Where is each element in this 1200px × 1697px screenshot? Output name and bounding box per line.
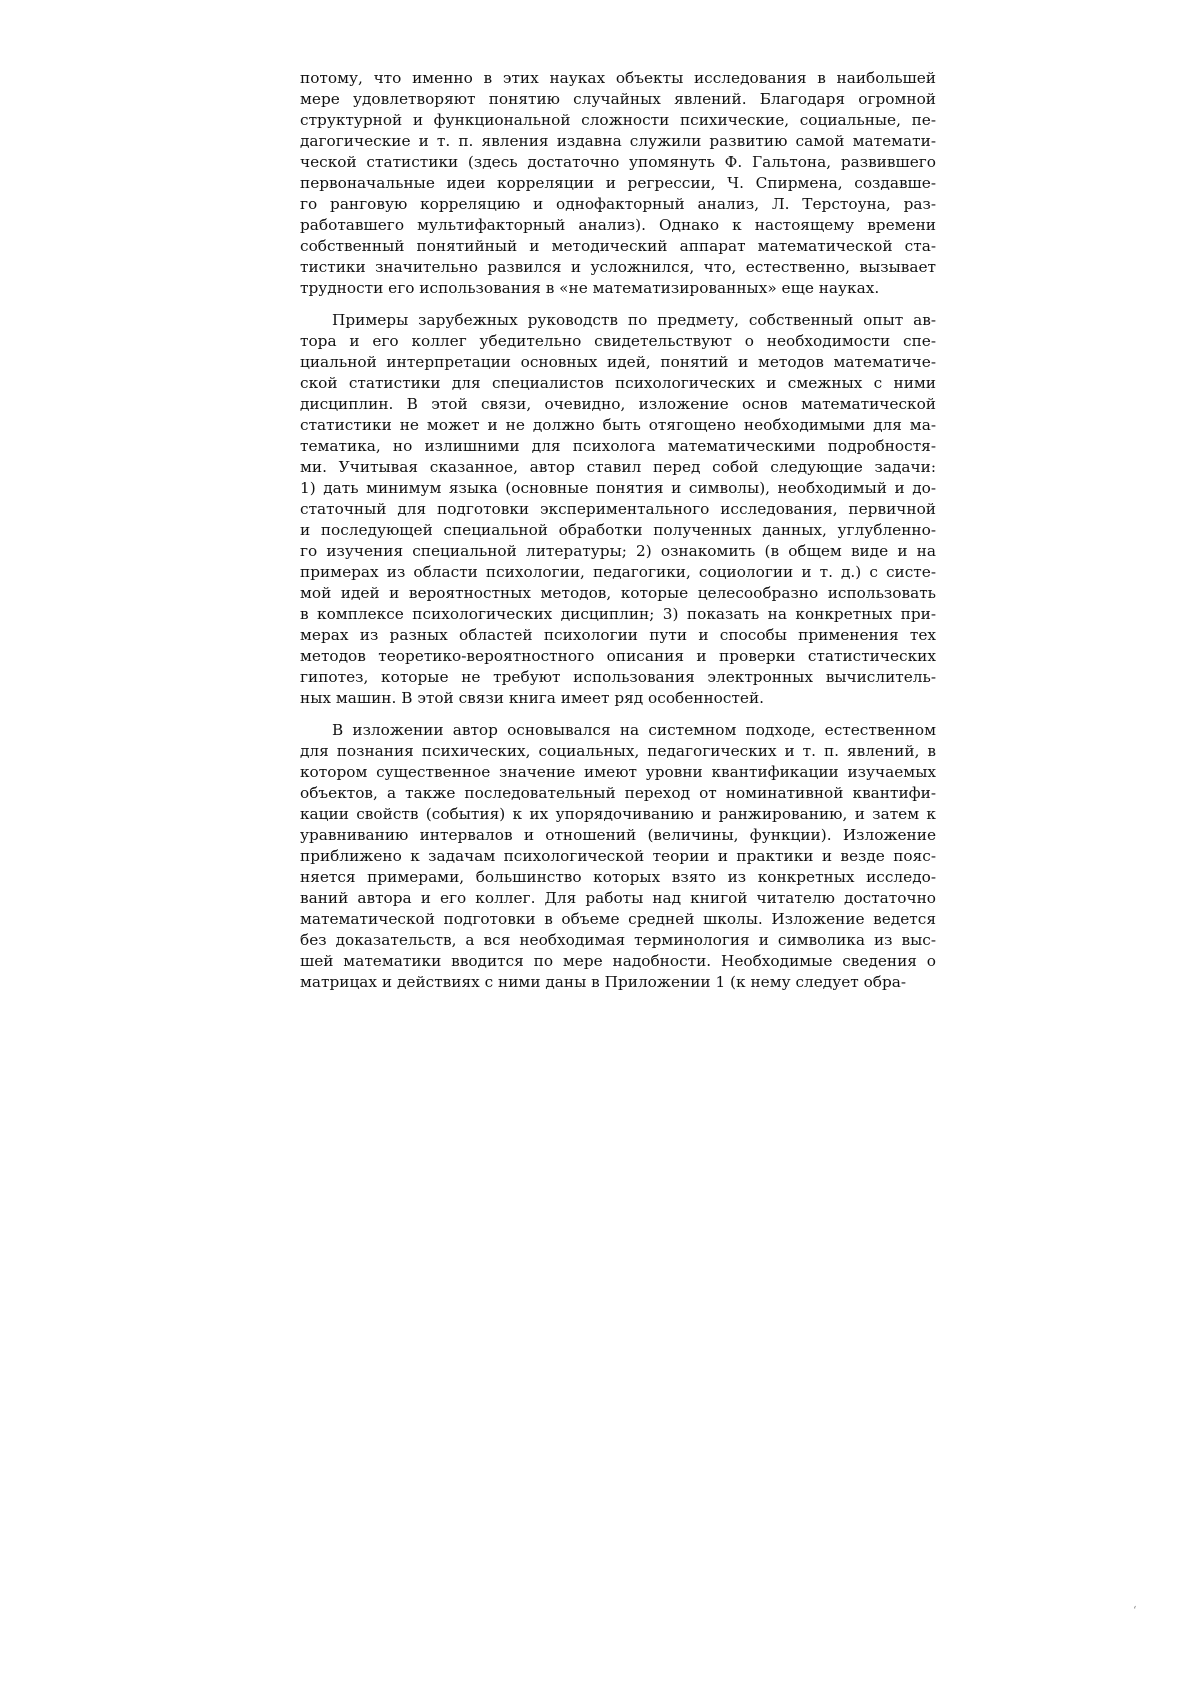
text-line: мере удовлетворяют понятию случайных явлений. Благодаря огромной (300, 90, 936, 108)
text-line: потому, что именно в этих науках объекты исследования в наибольшей (300, 69, 936, 87)
text-line: уравниванию интервалов и отношений (величины, функции). Изложение (300, 826, 936, 844)
text-line: тора и его коллег убедительно свидетельствуют о необходимости спе- (300, 332, 936, 350)
text-line: матрицах и действиях с ними даны в Приложении 1 (к нему следует обра- (300, 973, 907, 991)
paragraph (300, 310, 936, 709)
text-line: первоначальные идеи корреляции и регрессии, Ч. Спирмена, создавше- (300, 174, 936, 192)
text-line: циальной интерпретации основных идей, понятий и методов математиче- (300, 353, 936, 371)
text-line: трудности его использования в «не математизированных» еще науках. (300, 279, 880, 297)
text-line: ных машин. В этой связи книга имеет ряд особенностей. (300, 689, 765, 707)
text-line: 1) дать минимум языка (основные понятия и символы), необходимый и до- (300, 479, 936, 497)
text-line: шей математики вводится по мере надобности. Необходимые сведения о (300, 952, 936, 970)
text-line: и последующей специальной обработки полученных данных, углубленно- (300, 521, 936, 539)
text-line: объектов, а также последовательный переход от номинативной квантифи- (300, 784, 936, 802)
text-line: тематика, но излишними для психолога математическими подробностя- (300, 437, 936, 455)
text-line: котором существенное значение имеют уровни квантификации изучаемых (300, 763, 936, 781)
text-line: статочный для подготовки экспериментального исследования, первичной (300, 500, 936, 518)
text-line: собственный понятийный и методический аппарат математической ста- (300, 237, 936, 255)
body-text (300, 68, 936, 993)
text-line: гипотез, которые не требуют использования электронных вычислитель- (300, 668, 936, 686)
text-line: В изложении автор основывался на системном подходе, естественном (332, 721, 936, 739)
text-line: без доказательств, а вся необходимая терминология и символика из выс- (300, 931, 936, 949)
text-line: го изучения специальной литературы; 2) ознакомить (в общем виде и на (300, 542, 936, 560)
paragraph (300, 68, 936, 299)
text-line: методов теоретико-вероятностного описания и проверки статистических (300, 647, 936, 665)
text-line: го ранговую корреляцию и однофакторный анализ, Л. Терстоуна, раз- (300, 195, 936, 213)
text-line: кации свойств (события) к их упорядочиванию и ранжированию, и затем к (300, 805, 936, 823)
margin-mark: ‘ (1133, 1604, 1137, 1617)
text-line: ческой статистики (здесь достаточно упомянуть Ф. Гальтона, развившего (300, 153, 936, 171)
text-line: структурной и функциональной сложности психические, социальные, пе- (300, 111, 936, 129)
text-line: в комплексе психологических дисциплин; 3) показать на конкретных при- (300, 605, 936, 623)
text-line: тистики значительно развился и усложнился, что, естественно, вызывает (300, 258, 936, 276)
text-line: ваний автора и его коллег. Для работы над книгой читателю достаточно (300, 889, 936, 907)
text-line: математической подготовки в объеме средней школы. Изложение ведется (300, 910, 936, 928)
text-line: приближено к задачам психологической теории и практики и везде пояс- (300, 847, 936, 865)
text-line: мой идей и вероятностных методов, которые целесообразно использовать (300, 584, 936, 602)
text-line: статистики не может и не должно быть отягощено необходимыми для ма- (300, 416, 936, 434)
text-line: дисциплин. В этой связи, очевидно, изложение основ математической (300, 395, 936, 413)
text-line: работавшего мультифакторный анализ). Однако к настоящему времени (300, 216, 936, 234)
text-line: ми. Учитывая сказанное, автор ставил перед собой следующие задачи: (300, 458, 936, 476)
text-line: примерах из области психологии, педагогики, социологии и т. д.) с систе- (300, 563, 936, 581)
text-line: дагогические и т. п. явления издавна служили развитию самой математи- (300, 132, 936, 150)
text-line: Примеры зарубежных руководств по предмету, собственный опыт ав- (332, 311, 936, 329)
text-line: мерах из разных областей психологии пути и способы применения тех (300, 626, 936, 644)
paragraph (300, 720, 936, 993)
text-line: ской статистики для специалистов психологических и смежных с ними (300, 374, 936, 392)
text-line: для познания психических, социальных, педагогических и т. п. явлений, в (300, 742, 936, 760)
text-line: няется примерами, большинство которых взято из конкретных исследо- (300, 868, 936, 886)
